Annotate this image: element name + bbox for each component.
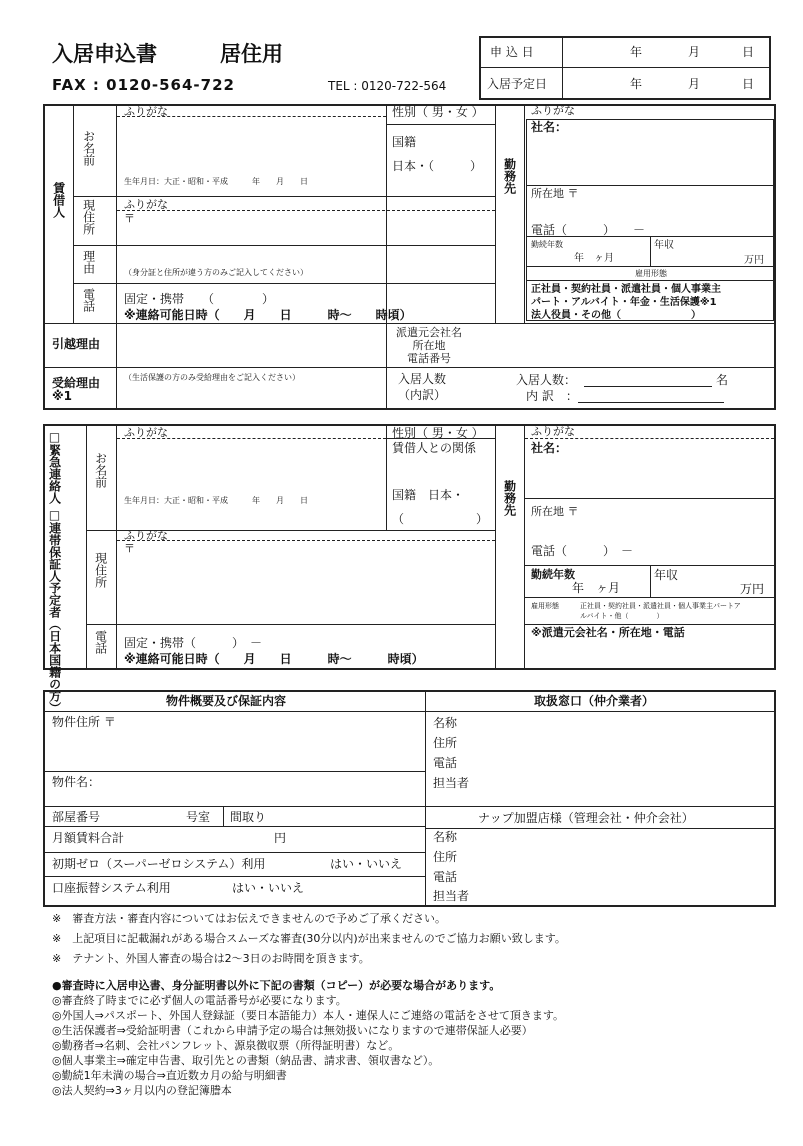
welfare-note: （生活保護の方のみ受給理由をご記入ください） [124, 373, 300, 382]
layout-label: 間取り [230, 810, 267, 824]
tenant-work-furigana: ふりがな [531, 104, 575, 117]
tenant-work-location[interactable]: 所在地 〒 [531, 187, 579, 200]
tenant-work-company[interactable]: 社名： [531, 120, 568, 134]
note-3: ※ テナント、外国人審査の場合は2～3日のお時間を頂きます。 [52, 952, 370, 965]
apply-day: 日 [742, 45, 755, 59]
note-1: ※ 審査方法・審査内容についてはお伝えできませんので予めご了承ください。 [52, 912, 446, 925]
rent-unit: 円 [274, 831, 287, 845]
document-item: ◎勤務者⇒名刺、会社パンフレット、源泉徴収票（所得証明書）など。 [52, 1039, 400, 1052]
guarantor-dispatch[interactable]: ※派遣元会社名・所在地・電話 [531, 626, 685, 639]
tel-number: TEL : 0120-722-564 [328, 79, 447, 93]
guarantor-label-box [47, 430, 84, 715]
document-item: ◎審査終了時までに必ず個人の電話番号が必要になります。 [52, 994, 347, 1007]
guarantor-work-company[interactable]: 社名： [531, 441, 568, 455]
room-unit: 号室 [186, 810, 211, 824]
member-phone-label: 電話 [433, 870, 458, 884]
guarantor-address-furigana: ふりがな [124, 529, 168, 542]
tenant-phone-type[interactable]: 固定・携帯 （ ） [124, 292, 275, 306]
welfare-label: 受給理由 ※1 [52, 376, 101, 403]
tenant-furigana: ふりがな [124, 105, 168, 118]
note-2: ※ 上記項目に記載漏れがある場合スムーズな審査(30分以内)が出来ませんのでご協力お願い致します。 [52, 932, 566, 945]
debit-label: 口座振替システム利用 [52, 881, 171, 895]
property-name[interactable]: 物件名： [52, 775, 101, 789]
zero-system-choice[interactable]: はい・いいえ [330, 857, 403, 871]
guarantor-postal[interactable]: 〒 [124, 542, 135, 555]
agent-phone-label: 電話 [433, 756, 458, 770]
property-section [43, 690, 776, 907]
tenant-work-years-label: 勤続年数 [531, 240, 563, 249]
occupants-count: 入居人数： [516, 373, 577, 387]
member-name-label: 名称 [433, 830, 458, 844]
document-item: ◎法人契約⇒3ヶ月以内の登記簿謄本 [52, 1084, 232, 1097]
guarantor-employment-label: 雇用形態 [531, 602, 559, 610]
tenant-phone-label: 電話 [81, 288, 96, 312]
guarantor-birth: 生年月日：大正・昭和・平成 年 月 日 [124, 496, 308, 505]
guarantor-gender[interactable]: 性別（ 男・女 ） [392, 426, 484, 440]
tenant-employment-label: 雇用形態 [635, 269, 667, 278]
guarantor-phone-type[interactable]: 固定・携帯（ ） － [124, 636, 263, 650]
tenant-contact-time[interactable]: ※連絡可能日時（ 月 日 時～ 時頃） [124, 308, 412, 322]
guarantor-work-income-unit: 万円 [740, 582, 765, 596]
agent-staff-label: 担当者 [433, 776, 470, 790]
tenant-address-furigana: ふりがな [124, 198, 168, 211]
guarantor-relation[interactable]: 賃借人との関係 [392, 441, 477, 455]
member-staff-label: 担当者 [433, 889, 470, 903]
tenant-reason-note: （身分証と住所が違う方のみご記入してください） [124, 268, 308, 277]
agent-address-label: 住所 [433, 736, 458, 750]
guarantor-furigana: ふりがな [124, 426, 168, 439]
agent-name-label: 名称 [433, 716, 458, 730]
tenant-name-label: お名前 [81, 130, 96, 166]
guarantor-contact-time[interactable]: ※連絡可能日時（ 月 日 時～ 時頃） [124, 652, 424, 666]
occupants-breakdown: 内 訳 ： [526, 389, 578, 403]
guarantor-work-label: 勤務先 [502, 480, 517, 516]
apply-year: 年 [630, 45, 643, 59]
move-date-label: 入居予定日 [487, 77, 548, 91]
tenant-address-label: 現住所 [81, 199, 96, 235]
guarantor-work-phone[interactable]: 電話（ ） － [531, 544, 634, 558]
document-item: ◎外国人⇒パスポート、外国人登録証（要日本語能力）本人・連保人にご連絡の電話をさせて頂きます。 [52, 1009, 564, 1022]
guarantor-phone-label: 電話 [93, 630, 108, 654]
guarantor-work-years[interactable]: 年 ヶ月 [572, 581, 621, 595]
guarantor-work-years-label: 勤続年数 [531, 568, 575, 581]
guarantor-address-label: 現住所 [93, 552, 108, 588]
guarantor-work-income-label: 年収 [654, 568, 679, 582]
tenant-name-input[interactable] [120, 120, 382, 172]
move-month: 月 [688, 77, 701, 91]
tenant-work-label: 勤務先 [502, 158, 517, 194]
property-header: 物件概要及び保証内容 [166, 694, 287, 708]
property-address[interactable]: 物件住所 〒 [52, 715, 116, 729]
documents-heading: ●審査時に入居申込書、身分証明書以外に下記の書類（コピー）が必要な場合があります。 [52, 979, 501, 992]
tenant-birth: 生年月日：大正・昭和・平成 年 月 日 [124, 177, 308, 186]
guarantor-nationality: 国籍 日本・ [392, 488, 465, 502]
tenant-label: 賃借人 [51, 182, 66, 218]
dispatch-label: 派遣元会社名 所在地 電話番号 [396, 326, 462, 365]
document-item: ◎個人事業主⇒確定申告書、取引先との書類（納品書、請求書、領収書など）。 [52, 1054, 440, 1067]
rent-label: 月額賃料合計 [52, 831, 125, 845]
zero-system-label: 初期ゼロ（スーパーゼロシステム）利用 [52, 857, 266, 871]
guarantor-work-location[interactable]: 所在地 〒 [531, 505, 579, 518]
tenant-reason-label: 理由 [81, 250, 96, 274]
guarantor-work-furigana: ふりがな [531, 425, 575, 438]
room-number-label: 部屋番号 [52, 810, 101, 824]
fax-number: FAX : 0120-564-722 [52, 76, 235, 94]
guarantor-nationality-choice[interactable]: （ ） [392, 512, 489, 526]
tenant-gender[interactable]: 性別（ 男・女 ） [392, 105, 484, 119]
guarantor-name-input[interactable] [120, 442, 382, 492]
move-day: 日 [742, 77, 755, 91]
tenant-nationality: 国籍 [392, 135, 417, 149]
tenant-employment-options[interactable]: 正社員・契約社員・派遣社員・個人事業主 パート・アルバイト・年金・生活保護※1 法人役員・その他（ ） [531, 284, 721, 321]
member-address-label: 住所 [433, 850, 458, 864]
debit-choice[interactable]: はい・いいえ [232, 881, 305, 895]
agent-header: 取扱窓口（仲介業者） [534, 694, 655, 708]
document-item: ◎勤続1年未満の場合⇒直近数カ月の給与明細書 [52, 1069, 287, 1082]
member-header: ナップ加盟店様（管理会社・仲介会社） [478, 811, 694, 825]
apply-date-label: 申 込 日 [490, 45, 534, 59]
moving-reason-label: 引越理由 [52, 337, 101, 351]
guarantor-label: □緊急連絡人 □連帯保証人予定者（日本国籍の方） [47, 430, 62, 715]
tenant-work-phone[interactable]: 電話（ ） － [531, 223, 646, 237]
document-item: ◎生活保護者⇒受給証明書（これから申請予定の場合は無効扱いになりますので連帯保証人必要） [52, 1024, 533, 1037]
guarantor-employment-options[interactable]: 正社員・契約社員・派遣社員・個人事業主パートア ルバイト・他（ ） [580, 602, 741, 620]
form-title: 入居申込書 [52, 42, 157, 66]
occupants-label: 入居人数 （内訳） [398, 372, 447, 402]
guarantor-name-label: お名前 [93, 452, 108, 488]
tenant-work-income-unit: 万円 [744, 255, 764, 266]
occupants-unit: 名 [716, 373, 729, 387]
move-year: 年 [630, 77, 643, 91]
moving-reason-input[interactable] [120, 327, 382, 365]
apply-month: 月 [688, 45, 701, 59]
tenant-nationality-choice[interactable]: 日本・（ ） [392, 159, 483, 173]
tenant-work-income-label: 年収 [654, 240, 674, 251]
tenant-work-years[interactable]: 年 ヶ月 [574, 253, 614, 264]
form-subtitle: 居住用 [220, 42, 283, 66]
tenant-postal[interactable]: 〒 [124, 212, 135, 225]
